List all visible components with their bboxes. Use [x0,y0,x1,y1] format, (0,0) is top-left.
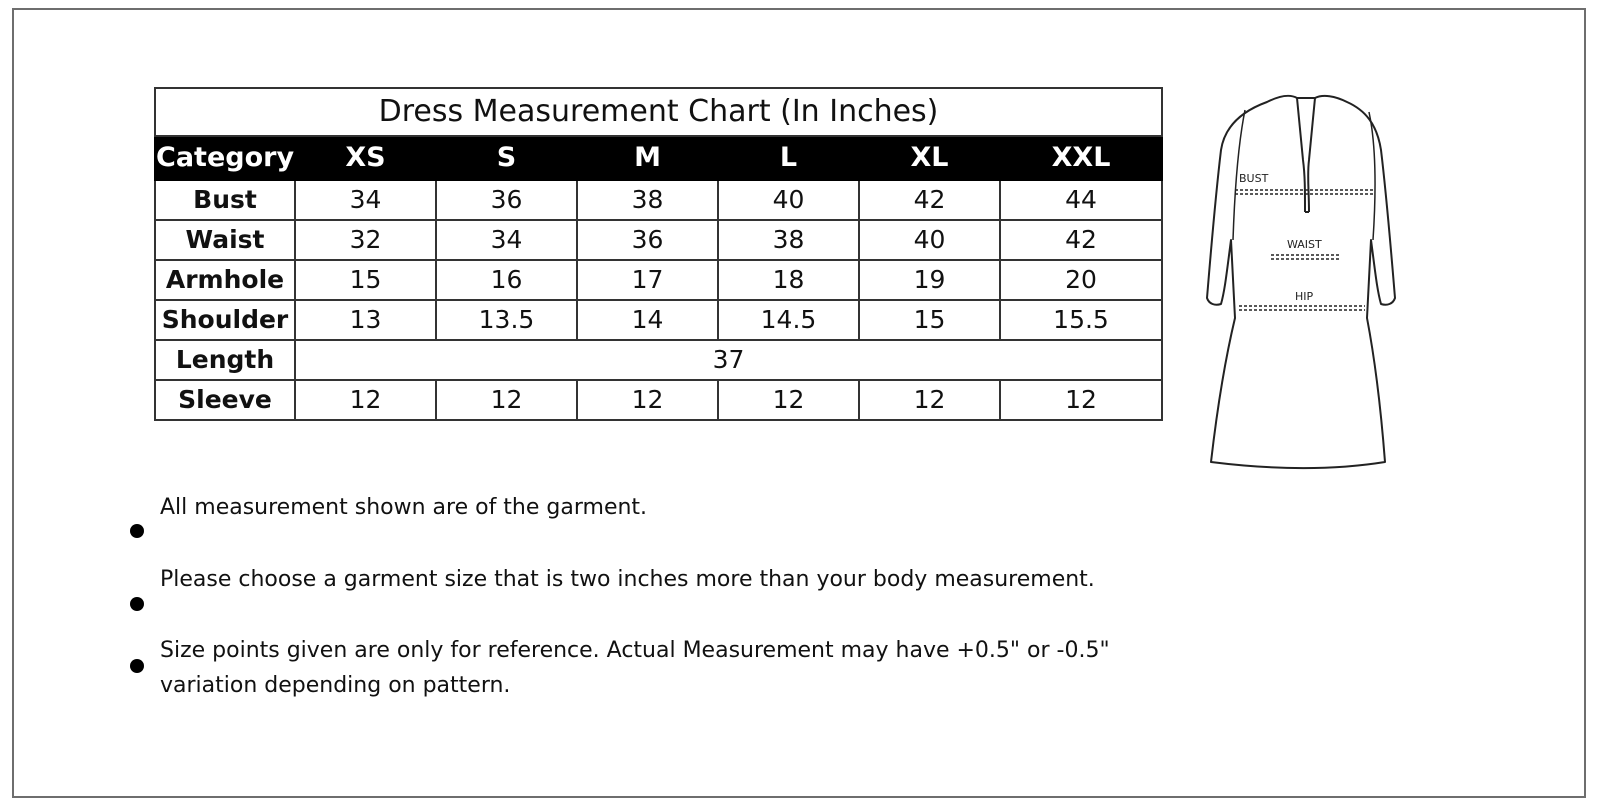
table-cell: 17 [577,260,718,300]
header-xs: XS [295,136,436,180]
list-item [130,633,1140,703]
row-label: Waist [155,220,295,260]
table-cell: 14 [577,300,718,340]
measurement-table [154,87,1163,421]
table-row [155,220,1162,260]
table-cell: 44 [1000,180,1162,220]
table-cell: 34 [436,220,577,260]
table-cell: 15 [295,260,436,300]
table-cell: 12 [577,380,718,420]
table-cell: 19 [859,260,1000,300]
list-item [130,562,1140,597]
waist-label: WAIST [1287,238,1322,251]
table-cell: 34 [295,180,436,220]
table-cell: 32 [295,220,436,260]
list-item [130,490,1140,525]
table-cell: 16 [436,260,577,300]
table-cell: 12 [718,380,859,420]
header-category: Category [155,136,295,180]
table-cell: 42 [1000,220,1162,260]
table-cell: 12 [295,380,436,420]
table-cell: 12 [1000,380,1162,420]
table-cell: 12 [859,380,1000,420]
length-value: 37 [295,340,1162,380]
table-cell: 36 [436,180,577,220]
header-xl: XL [859,136,1000,180]
header-m: M [577,136,718,180]
dress-outline-icon [1205,90,1415,485]
hip-label: HIP [1295,290,1314,303]
notes-list [130,490,1140,703]
header-l: L [718,136,859,180]
table-cell: 40 [859,220,1000,260]
table-cell: 15.5 [1000,300,1162,340]
table-row-length [155,340,1162,380]
table-title: Dress Measurement Chart (In Inches) [155,88,1162,136]
row-label: Bust [155,180,295,220]
header-s: S [436,136,577,180]
header-xxl: XXL [1000,136,1162,180]
table-cell: 15 [859,300,1000,340]
table-row [155,260,1162,300]
table-cell: 12 [436,380,577,420]
table-cell: 38 [718,220,859,260]
note-text: Size points given are only for reference. Actual Measurement may have +0.5" or -0.5" variation depending on pattern. [160,638,1110,698]
bullet-icon [130,659,144,673]
bullet-icon [130,524,144,538]
bullet-icon [130,597,144,611]
table-cell: 13.5 [436,300,577,340]
table-row [155,180,1162,220]
table-cell: 13 [295,300,436,340]
table-row [155,300,1162,340]
row-label: Sleeve [155,380,295,420]
row-label: Armhole [155,260,295,300]
table-title-row [155,88,1162,136]
table-cell: 18 [718,260,859,300]
row-label: Length [155,340,295,380]
table-row [155,380,1162,420]
table-cell: 36 [577,220,718,260]
table-cell: 20 [1000,260,1162,300]
table-cell: 42 [859,180,1000,220]
table-header-row [155,136,1162,180]
note-text: All measurement shown are of the garment. [160,495,648,520]
table-cell: 38 [577,180,718,220]
row-label: Shoulder [155,300,295,340]
table-cell: 14.5 [718,300,859,340]
bust-label: BUST [1239,172,1269,185]
table-cell: 40 [718,180,859,220]
note-text: Please choose a garment size that is two inches more than your body measurement. [160,567,1095,592]
